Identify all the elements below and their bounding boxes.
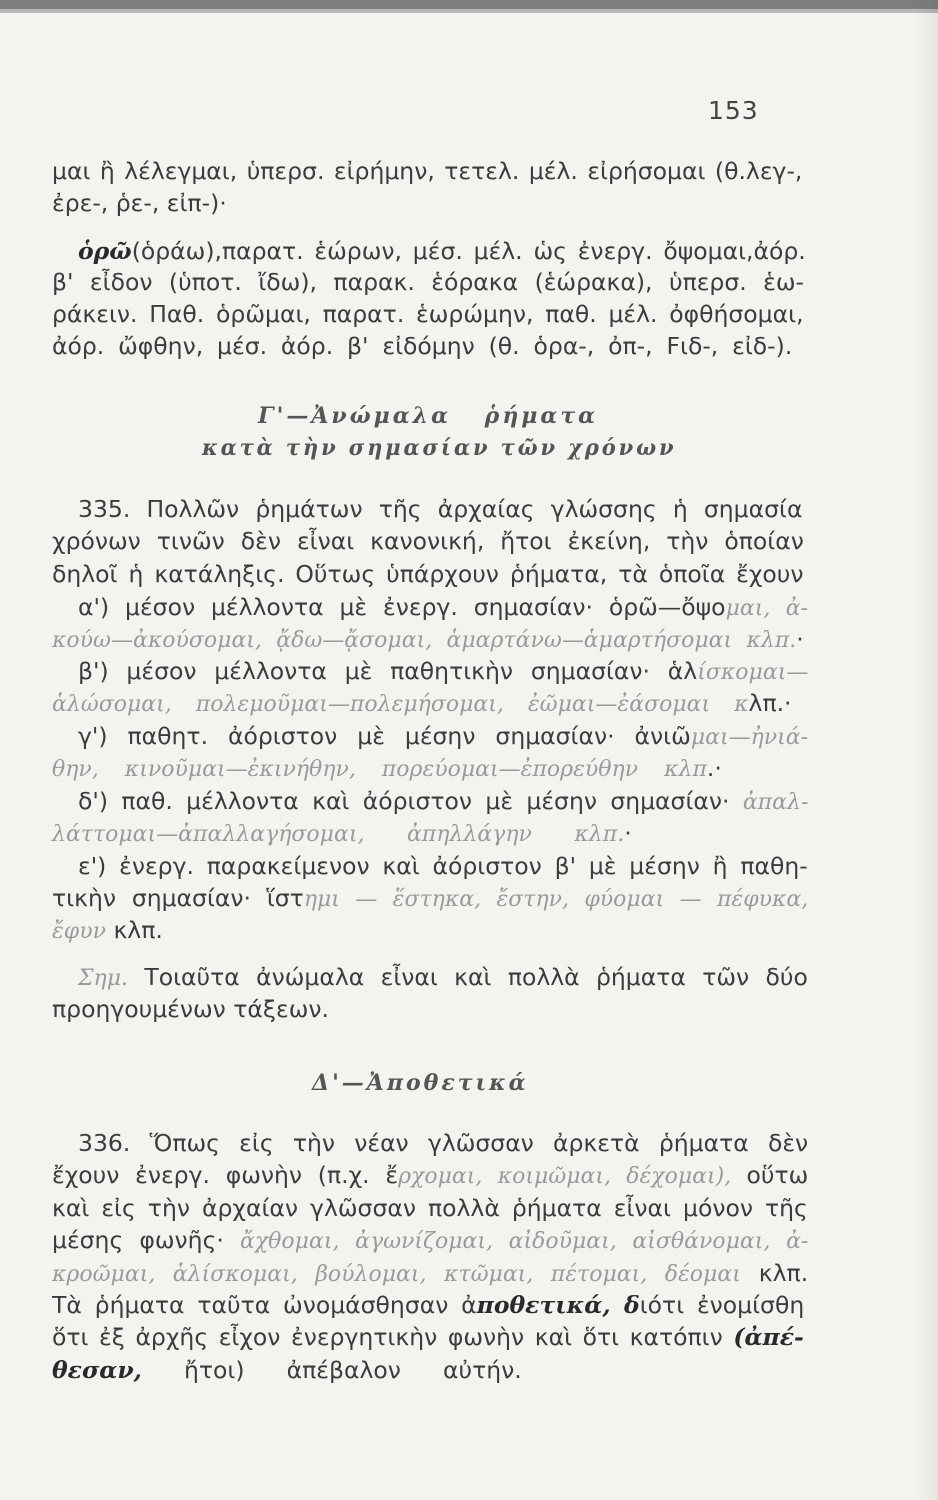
text-line: κροῶμαι, ἁλίσκομαι, βούλομαι, κτῶμαι, πέτομαι, δέομαι κλπ. <box>52 1259 809 1287</box>
example-words: ἀπαλ- <box>742 790 809 815</box>
text-line: μαι ἢ λέλεγμαι, ὑπερσ. εἰρήμην, τετελ. μέλ. εἰρήσομαι (θ.λεγ-, <box>52 157 803 185</box>
example-words: λάττομαι—ἀπαλλαγήσομαι, ἀπηλλάγην κλπ. <box>52 822 625 847</box>
text-line: λάττομαι—ἀπαλλαγήσομαι, ἀπηλλάγην κλπ.· <box>52 819 632 847</box>
text-line: ἔφυν κλπ. <box>52 916 163 944</box>
section-heading: Γ'—Ἀνώμαλα ῥήματα <box>258 403 599 429</box>
text-line: χρόνων τινῶν δὲν εἶναι κανονική, ἤτοι ἐκείνη, τὴν ὁποίαν <box>52 527 804 555</box>
text-line: 335. Πολλῶν ῥημάτων τῆς ἀρχαίας γλώσσης ἡ σημασία <box>78 495 803 523</box>
emphasis-term: ὁρῶ <box>78 237 132 265</box>
text-line: β' εἶδον (ὑποτ. ἴδω), παρακ. ἑόρακα (ἑώρακα), ὑπερσ. ἑω- <box>52 268 805 296</box>
example-words: ἔφυν <box>52 919 106 944</box>
text-line: καὶ εἰς τὴν ἀρχαίαν γλῶσσαν πολλὰ ῥήματα εἶναι μόνον τῆς <box>52 1194 808 1222</box>
text-line: Σημ. Τοιαῦτα ἀνώμαλα εἶναι καὶ πολλὰ ῥήματα τῶν δύο <box>78 963 808 991</box>
text-line: δ') παθ. μέλλοντα καὶ ἀόριστον μὲ μέσην σημασίαν· ἀπαλ- <box>78 787 809 815</box>
example-words: ἄχθομαι, ἀγωνίζομαι, αἰδοῦμαι, αἰσθάνομαι, ἀ- <box>239 1229 809 1254</box>
text-line: Τὰ ῥήματα ταῦτα ὠνομάσθησαν ἀποθετικά, διότι ἐνομίσθη <box>52 1291 805 1319</box>
text-line: α') μέσον μέλλοντα μὲ ἐνεργ. σημασίαν· ὁρῶ—ὄψομαι, ἀ- <box>78 593 809 621</box>
text-line: 336. Ὅπως εἰς τὴν νέαν γλῶσσαν ἀρκετὰ ῥήματα δὲν <box>78 1129 809 1157</box>
section-heading: Δ'—Ἀποθετικά <box>312 1070 529 1096</box>
emphasis-term: ποθετικά, δ <box>476 1291 640 1319</box>
text-line: προηγουμένων τάξεων. <box>52 995 329 1023</box>
section-heading: κατὰ τὴν σημασίαν τῶν χρόνων <box>202 435 677 461</box>
text-line: θην, κινοῦμαι—ἐκινήθην, πορεύομαι—ἐπορεύθην κλπ.· <box>52 754 722 782</box>
emphasis-term: (ἀπέ- <box>733 1323 804 1351</box>
example-words: μαι—ἠνιά- <box>690 725 809 750</box>
scan-right-shadow <box>914 0 938 1500</box>
text-line: ἀόρ. ὤφθην, μέσ. ἀόρ. β' εἰδόμην (θ. ὁρα-, ὀπ-, Ϝιδ-, εἰδ-). <box>52 332 793 360</box>
example-words: ρχομαι, κοιμῶμαι, δέχομαι), <box>398 1164 747 1189</box>
example-words: ἁλώσομαι, πολεμοῦμαι—πολεμήσομαι, ἐῶμαι—ἐάσομαι κ <box>52 692 749 717</box>
text-line: τικὴν σημασίαν· ἵστημι — ἕστηκα, ἔστην, φύομαι — πέφυκα, <box>52 884 809 912</box>
page-number: 153 <box>708 96 759 125</box>
text-line: ὅτι ἐξ ἀρχῆς εἶχον ἐνεργητικὴν φωνὴν καὶ ὅτι κατόπιν (ἀπέ- <box>52 1323 804 1351</box>
text-line: δηλοῖ ἡ κατάληξις. Οὕτως ὑπάρχουν ῥήματα, τὰ ὁποῖα ἔχουν <box>52 560 804 588</box>
text-line: ὁρῶ(ὁράω),παρατ. ἑώρων, μέσ. μέλ. ὡς ἐνεργ. ὄψομαι,ἀόρ. <box>78 237 806 265</box>
text-line: κούω—ἀκούσομαι, ᾄδω—ᾄσομαι, ἁμαρτάνω—ἁμαρτήσομαι κλπ.· <box>52 625 804 653</box>
text-line: ἐρε-, ῥε-, εἰπ-)· <box>52 189 227 217</box>
text-line: β') μέσον μέλλοντα μὲ παθητικὴν σημασίαν· ἁλίσκομαι— <box>78 657 809 685</box>
text-line: ράκειν. Παθ. ὁρῶμαι, παρατ. ἑωρώμην, παθ. μέλ. ὀφθήσομαι, <box>52 300 804 328</box>
text-line: γ') παθητ. ἀόριστον μὲ μέσην σημασίαν· ἀνιῶμαι—ἠνιά- <box>78 722 809 750</box>
scan-top-edge <box>0 0 938 9</box>
example-words: μαι, ἀ- <box>725 596 809 621</box>
scan-top-shadow <box>0 9 938 13</box>
example-words: Σημ. <box>78 966 129 991</box>
text-line: μέσης φωνῆς· ἄχθομαι, ἀγωνίζομαι, αἰδοῦμαι, αἰσθάνομαι, ἀ- <box>52 1226 809 1254</box>
example-words: ημι — ἕστηκα, ἔστην, φύομαι — πέφυκα, <box>303 887 809 912</box>
text-line: ἔχουν ἐνεργ. φωνὴν (π.χ. ἔρχομαι, κοιμῶμαι, δέχομαι), οὕτω <box>52 1161 809 1189</box>
text-line: ἁλώσομαι, πολεμοῦμαι—πολεμήσομαι, ἐῶμαι—ἐάσομαι κλπ.· <box>52 689 792 717</box>
text-line: ε') ἐνεργ. παρακείμενον καὶ ἀόριστον β' μὲ μέσην ἢ παθη- <box>78 852 808 880</box>
emphasis-term: θεσαν, <box>52 1356 142 1384</box>
example-words: θην, κινοῦμαι—ἐκινήθην, πορεύομαι—ἐπορεύθην κλπ <box>52 757 707 782</box>
example-words: ίσκομαι— <box>697 660 809 685</box>
text-line: θεσαν, ἤτοι) ἀπέβαλον αὐτήν. <box>52 1356 522 1384</box>
example-words: κούω—ἀκούσομαι, ᾄδω—ᾄσομαι, ἁμαρτάνω—ἁμαρτήσομαι κλπ. <box>52 628 797 653</box>
example-words: κροῶμαι, ἁλίσκομαι, βούλομαι, κτῶμαι, πέτομαι, δέομαι <box>52 1262 741 1287</box>
